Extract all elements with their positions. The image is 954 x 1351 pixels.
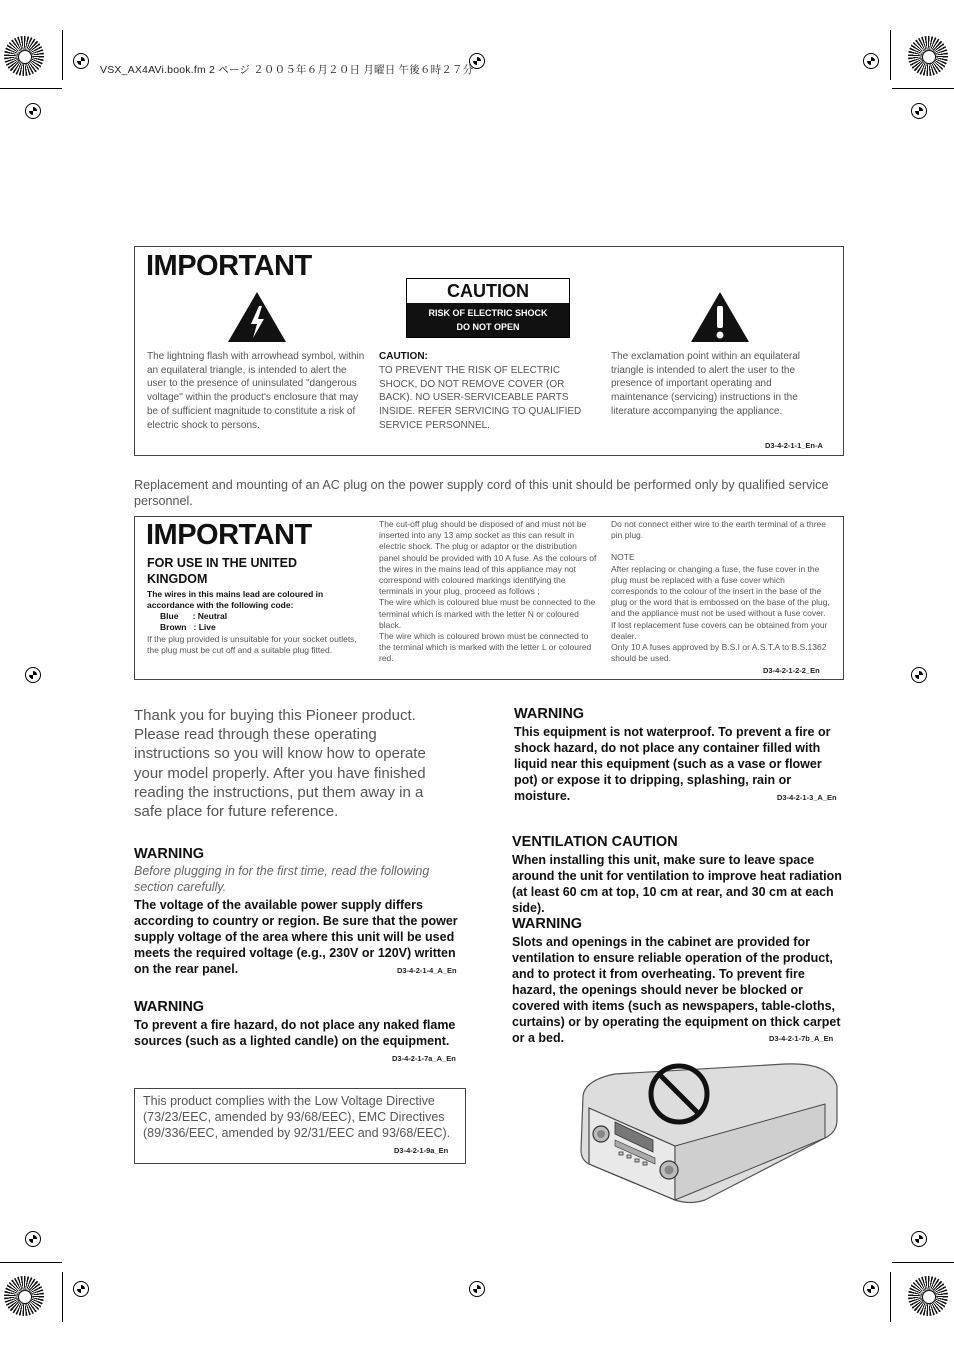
uk-subtitle: FOR USE IN THE UNITED KINGDOM (147, 556, 298, 586)
warning-slots-heading: WARNING (512, 916, 583, 932)
registration-target (860, 1278, 882, 1300)
caution-sub-line2: DO NOT OPEN (456, 322, 520, 332)
registration-target (70, 50, 92, 72)
warning-voltage-text: The voltage of the available power supply differs according to country or region. Be sure that the power supply voltage of the area where this unit will be used meets the required voltage (e.g., 230V or 120V) written on the rear panel. (134, 898, 458, 976)
ventilation-text: When installing this unit, make sure to leave space around the unit for ventilation to improve heat radiation (at least 60 cm at top, 10 cm at rear, and 30 cm at each side). (512, 853, 842, 915)
file-header: VSX_AX4AVi.book.fm 2 ページ ２００５年６月２０日 月曜日 午後６時２７分 (100, 64, 474, 76)
earth-para: Do not connect either wire to the earth terminal of a three pin plug. (611, 519, 826, 541)
fuse-approved-para: Only 10 A fuses approved by B.S.I or A.S.T.A to B.S.1362 should be used. (611, 642, 827, 664)
exclamation-triangle-icon (689, 290, 751, 344)
wires-coding: The wires in this mains lead are coloured in accordance with the following code: (147, 589, 324, 611)
cutoff-plug-text (379, 519, 597, 665)
registration-target (22, 664, 44, 686)
document-code: D3-4-2-1-3_A_En (777, 793, 837, 802)
document-code: D3-4-2-1-1_En-A (765, 441, 823, 450)
document-code: D3-4-2-1-9a_En (394, 1146, 449, 1155)
document-code: D3-4-2-1-2-2_En (763, 666, 820, 675)
warning-voltage-italic: Before plugging in for the first time, read the following section carefully. (134, 864, 430, 894)
registration-target (70, 1278, 92, 1300)
caution-text: TO PREVENT THE RISK OF ELECTRIC SHOCK, DO NOT REMOVE COVER (OR BACK). NO USER-SERVICEABLE PARTS INSIDE. REFER SERVICING TO QUALIFIED SERVICE PERSONNEL. (379, 365, 582, 431)
registration-target (908, 664, 930, 686)
warning-slots-text: Slots and openings in the cabinet are provided for ventilation to ensure reliable operation of the product, and to protect it from overheating. To prevent fire hazard, the openings should never be blocked or covered with items (such as newspapers, table-cloths, curtains) or by operating the equipment on thick carpet or a bed. (512, 935, 841, 1045)
caution-label: CAUTION (447, 281, 529, 301)
important-uk-title: IMPORTANT (146, 519, 312, 551)
crop-mark (892, 1262, 954, 1263)
fuse-cover-para: After replacing or changing a fuse, the fuse cover in the plug must be replaced with a fuse cover which corresponds to the colour of the insert in the base of the plug or the word that is embossed on the base of the plug, and the appliance must not be used without a fuse cover. If lost replacement fuse covers can be obtained from your dealer. (611, 563, 830, 641)
warning-flame-text: To prevent a fire hazard, do not place any naked flame sources (such as a lighted candle) on the equipment. (134, 1018, 456, 1048)
crop-mark (890, 30, 891, 80)
crop-mark (62, 1272, 63, 1322)
intro-text: Thank you for buying this Pioneer product. Please read through these operating instructions so you will know how to operate your model properly. After you have finished reading the instructions, put them away in a safe place for future reference. (134, 707, 426, 821)
crop-mark (0, 88, 62, 89)
registration-target (908, 100, 930, 122)
caution-label-box (406, 278, 570, 338)
warning-flame-heading: WARNING (134, 999, 205, 1015)
lightning-triangle-icon (226, 290, 288, 344)
exclamation-explanation: The exclamation point within an equilateral triangle is intended to alert the user to the presence of important operating and maintenance (servicing) instructions in the literature accompanying the appliance. (611, 351, 800, 417)
caution-sub (407, 303, 569, 337)
brown-wire-para: The wire which is coloured brown must be connected to the terminal which is marked with the letter L or coloured red. (379, 631, 592, 664)
registration-wheel-bottom-left (4, 1276, 44, 1316)
crop-mark (62, 30, 63, 80)
crop-mark (890, 1272, 891, 1322)
caution-sub-line1: RISK OF ELECTRIC SHOCK (428, 308, 548, 318)
crop-mark (892, 88, 954, 89)
warning-water-text: This equipment is not waterproof. To prevent a fire or shock hazard, do not place any container filled with liquid near this equipment (such as a vase or flower pot) or expose it to dripping, splashing, rain or moisture. (514, 725, 831, 803)
registration-target (466, 1278, 488, 1300)
covered-receiver-illustration (575, 1060, 845, 1205)
warning-water-heading: WARNING (514, 706, 585, 722)
replacement-note: Replacement and mounting of an AC plug on the power supply cord of this unit should be performed only by qualified service personnel. (134, 478, 829, 508)
document-code: D3-4-2-1-7b_A_En (769, 1034, 834, 1043)
wire-blue: Blue : Neutral (160, 611, 228, 621)
crop-mark (0, 1262, 62, 1263)
caution-heading: CAUTION: (379, 351, 428, 362)
blue-wire-para: The wire which is coloured blue must be connected to the terminal which is marked with the letter N or coloured black. (379, 597, 596, 630)
registration-target (22, 1228, 44, 1250)
registration-wheel-bottom-right (908, 1276, 948, 1316)
cutoff-plug-para: The cut-off plug should be disposed of and must not be inserted into any 13 amp socket as this can result in electric shock. The plug or adaptor or the distribution panel should be provided with 10 A fuse. As the colours of the wires in the mains lead of this appliance may not correspond with coloured markings identifying the terminals in your plug, proceed as follows ; (379, 519, 597, 597)
lightning-explanation: The lightning flash with arrowhead symbol, within an equilateral triangle, is intended to alert the user to the presence of uninsulated "dangerous voltage" within the product's enclosure that may be of sufficient magnitude to constitute a risk of electric shock to persons. (147, 351, 365, 431)
warning-voltage-heading: WARNING (134, 846, 205, 862)
registration-target (22, 100, 44, 122)
important-title: IMPORTANT (146, 250, 312, 282)
earth-terminal-text (611, 519, 831, 664)
document-code: D3-4-2-1-7a_A_En (392, 1054, 456, 1063)
registration-target (908, 1228, 930, 1250)
registration-wheel-top-left (4, 36, 44, 76)
registration-wheel-top-right (908, 36, 948, 76)
wire-brown: Brown : Live (160, 622, 216, 632)
note-label: NOTE (611, 552, 635, 563)
compliance-text: This product complies with the Low Voltage Directive (73/23/EEC, amended by 93/68/EEC), EMC Directives (89/336/EEC, amended by 92/31/EEC and 93/68/EEC). (143, 1094, 451, 1140)
plug-unsuitable: If the plug provided is unsuitable for your socket outlets, the plug must be cut off and a suitable plug fitted. (147, 634, 357, 656)
ventilation-heading: VENTILATION CAUTION (512, 834, 678, 850)
registration-target (860, 50, 882, 72)
document-code: D3-4-2-1-4_A_En (397, 966, 457, 975)
